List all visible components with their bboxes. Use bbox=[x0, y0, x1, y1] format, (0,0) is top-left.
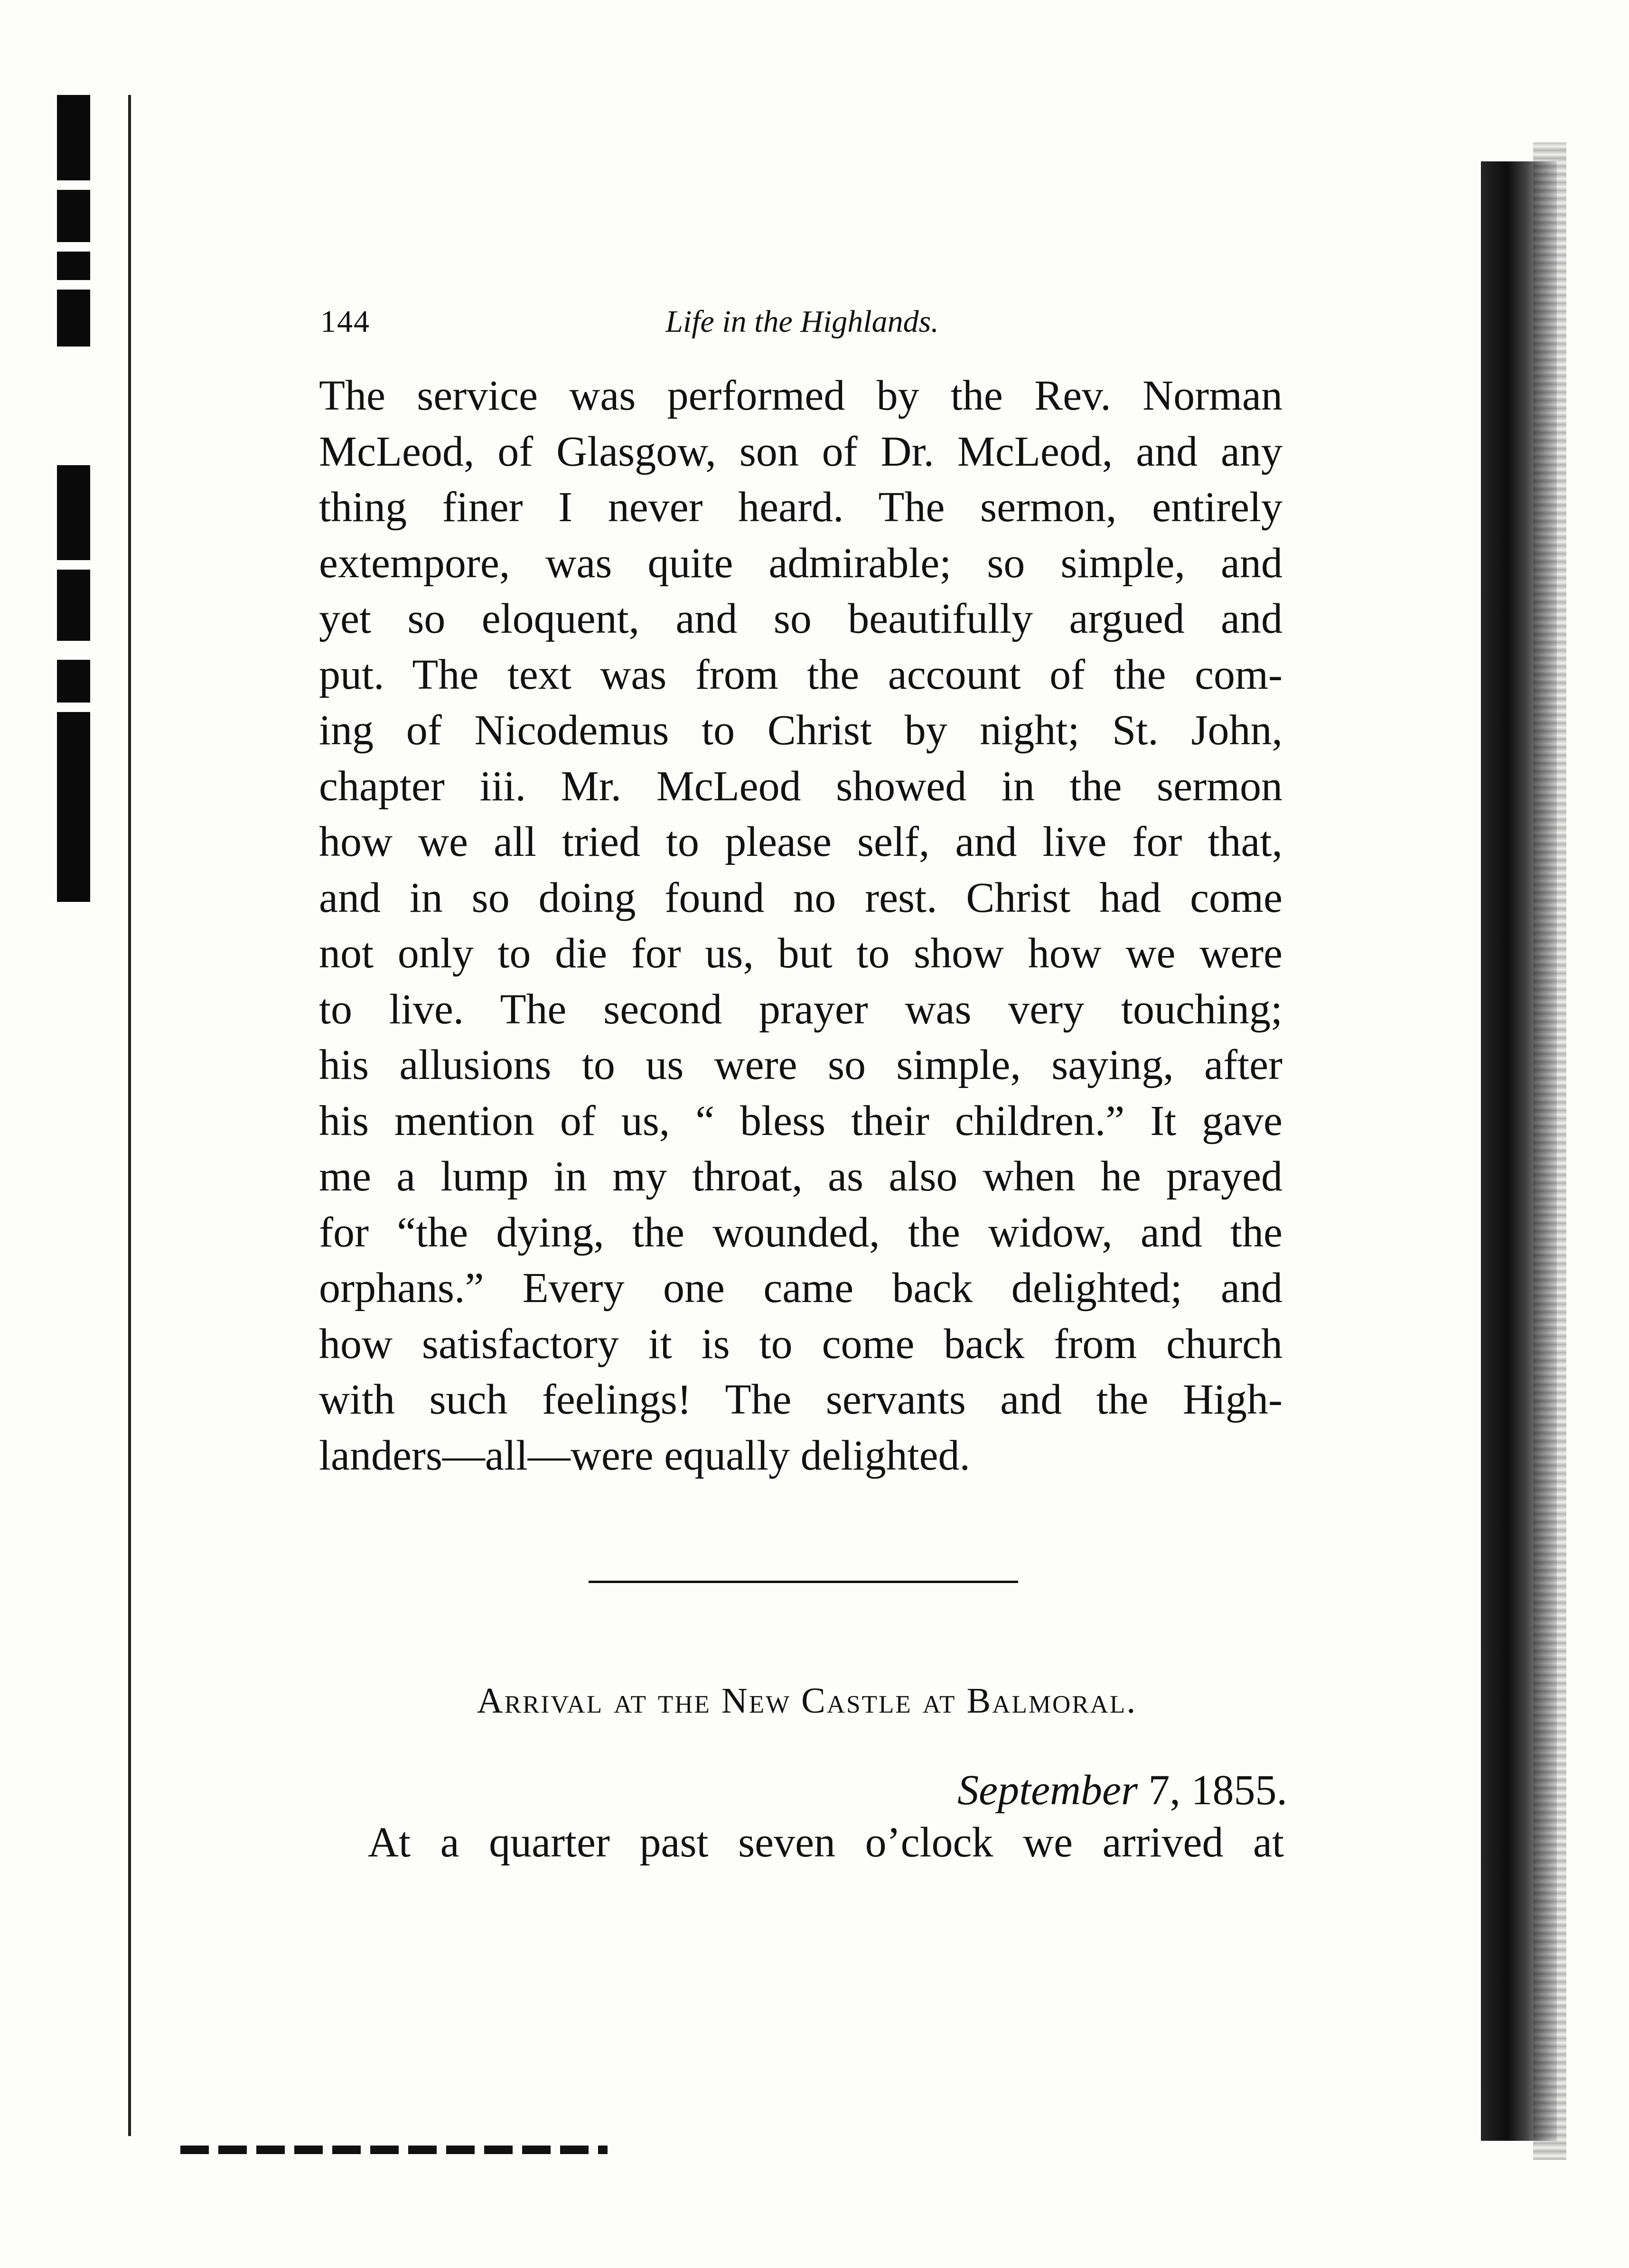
section-heading: Arrival at the New Castle at Balmoral. bbox=[477, 1681, 1137, 1721]
dateline bbox=[957, 1766, 1287, 1815]
text-line: how satisfactory it is to come back from church bbox=[319, 1320, 1283, 1368]
page-number: 144 bbox=[320, 304, 370, 339]
text-line: yet so eloquent, and so beautifully argued and bbox=[319, 595, 1283, 642]
text-line: not only to die for us, but to show how we were bbox=[319, 930, 1283, 977]
text-line: McLeod, of Glasgow, son of Dr. McLeod, and any bbox=[319, 428, 1283, 475]
date-month: September bbox=[957, 1767, 1138, 1814]
text-line: his allusions to us were so simple, saying, after bbox=[319, 1041, 1283, 1088]
date-day-year: 7, 1855. bbox=[1138, 1767, 1287, 1814]
text-line: extempore, was quite admirable; so simple, and bbox=[319, 539, 1283, 587]
text-line: thing finer I never heard. The sermon, entirely bbox=[319, 484, 1283, 531]
running-header bbox=[320, 304, 1284, 351]
text-line: and in so doing found no rest. Christ had come bbox=[319, 874, 1283, 921]
text-line: The service was performed by the Rev. Norman bbox=[319, 372, 1283, 419]
text-line: put. The text was from the account of the com- bbox=[319, 651, 1283, 698]
right-edge-texture bbox=[1533, 142, 1566, 2160]
section-first-line: At a quarter past seven o’clock we arrived at bbox=[368, 1819, 1284, 1866]
bottom-scan-noise bbox=[180, 2146, 608, 2154]
left-binding-edge bbox=[57, 95, 128, 2136]
text-line: to live. The second prayer was very touching; bbox=[319, 985, 1283, 1033]
text-line: ing of Nicodemus to Christ by night; St. John, bbox=[319, 707, 1283, 754]
text-line: how we all tried to please self, and live for that, bbox=[319, 818, 1283, 865]
section-divider bbox=[589, 1581, 1018, 1583]
text-line: orphans.” Every one came back delighted; and bbox=[319, 1265, 1283, 1312]
text-line: with such feelings! The servants and the High- bbox=[319, 1376, 1283, 1423]
text-line: me a lump in my throat, as also when he prayed bbox=[319, 1153, 1283, 1200]
text-line: for “the dying, the wounded, the widow, and the bbox=[319, 1209, 1283, 1256]
running-title: Life in the Highlands. bbox=[665, 304, 939, 339]
text-line: chapter iii. Mr. McLeod showed in the sermon bbox=[319, 762, 1283, 810]
text-line: his mention of us, “ bless their children.” It gave bbox=[319, 1097, 1283, 1144]
text-line: landers—all—were equally delighted. bbox=[319, 1432, 971, 1479]
body-paragraph bbox=[319, 368, 1283, 1483]
